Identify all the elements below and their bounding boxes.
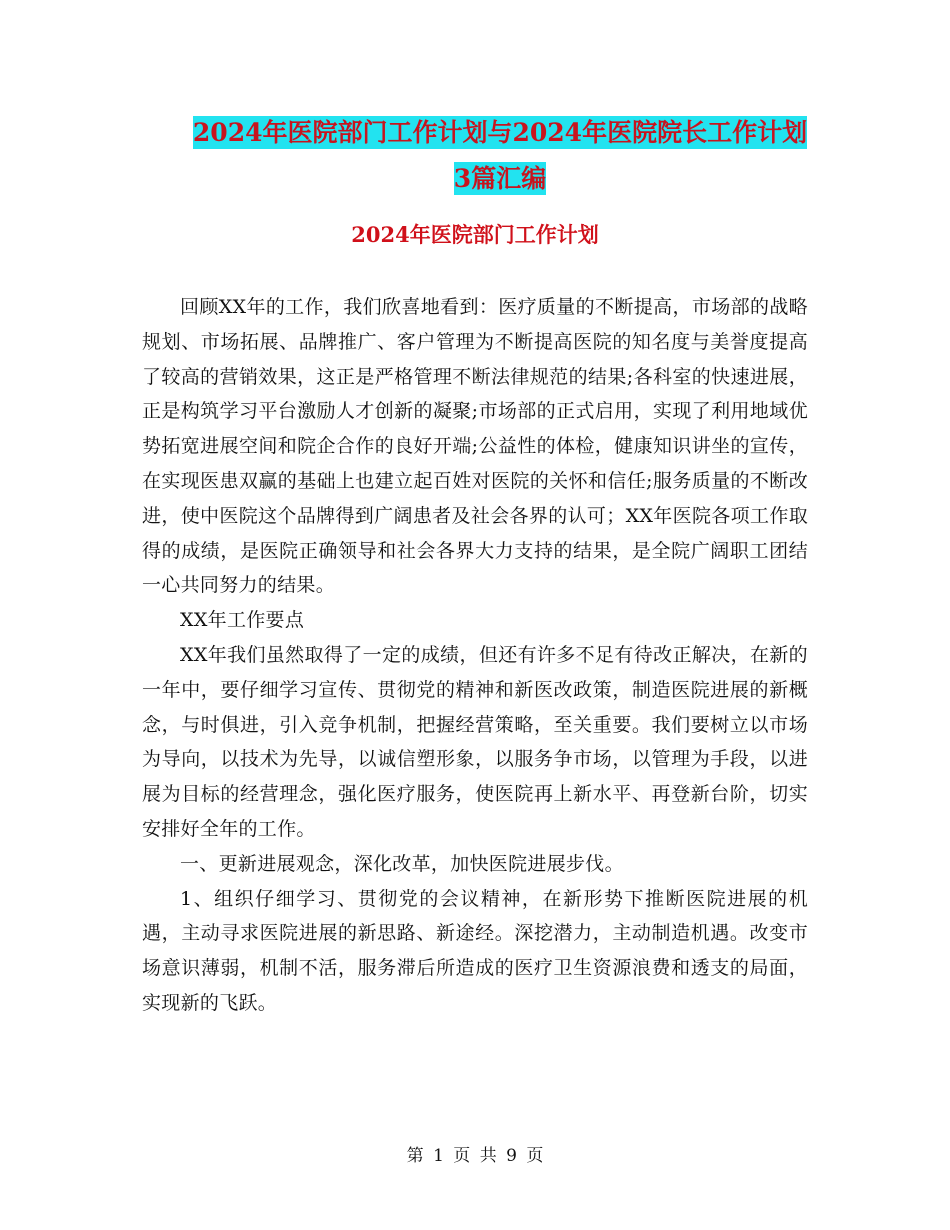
document-title xyxy=(150,110,850,202)
paragraph-review: 回顾XX年的工作，我们欣喜地看到：医疗质量的不断提高，市场部的战略规划、市场拓展、品牌推广、客户管理为不断提高医院的知名度与美誉度提高了较高的营销效果，这正是严格管理不断法律规范的结果;各科室的快速进展，正是构筑学习平台激励人才创新的凝聚;市场部的正式启用，实现了利用地域优势拓宽进展空间和院企合作的良好开端;公益性的体检，健康知识讲坐的宣传，在实现医患双赢的基础上也建立起百姓对医院的关怀和信任;服务质量的不断改进，使中医院这个品牌得到广阔患者及社会各界的认可；XX年医院各项工作取得的成绩，是医院正确领导和社会各界大力支持的结果，是全院广阔职工团结一心共同努力的结果。 xyxy=(142,296,808,597)
paragraph-section-one-heading: 一、更新进展观念，深化改革，加快医院进展步伐。 xyxy=(180,852,624,875)
paragraph-work-points: XX年我们虽然取得了一定的成绩，但还有许多不足有待改正解决，在新的一年中，要仔细学习宣传、贯彻党的精神和新医改政策，制造医院进展的新概念，与时俱进，引入竞争机制，把握经营策略，至关重要。我们要树立以市场为导向，以技术为先导，以诚信塑形象，以服务争市场，以管理为手段，以进展为目标的经营理念，强化医疗服务，使医院再上新水平、再登新台阶，切实安排好全年的工作。 xyxy=(142,643,808,840)
document-title-line-1: 2024年医院部门工作计划与2024年医院院长工作计划 xyxy=(192,118,808,147)
document-title-line-2: 3篇汇编 xyxy=(453,164,547,193)
document-body xyxy=(142,290,808,1021)
paragraph-item-one: 1、组织仔细学习、贯彻党的会议精神，在新形势下推断医院进展的机遇，主动寻求医院进展的新思路、新途经。深挖潜力，主动制造机遇。改变市场意识薄弱，机制不活，服务滞后所造成的医疗卫生资源浪费和透支的局面，实现新的飞跃。 xyxy=(142,887,808,1014)
section-title: 2024年医院部门工作计划 xyxy=(351,222,599,247)
paragraph-work-points-heading: XX年工作要点 xyxy=(180,609,305,632)
page-footer: 第 1 页 共 9 页 xyxy=(406,1146,544,1166)
